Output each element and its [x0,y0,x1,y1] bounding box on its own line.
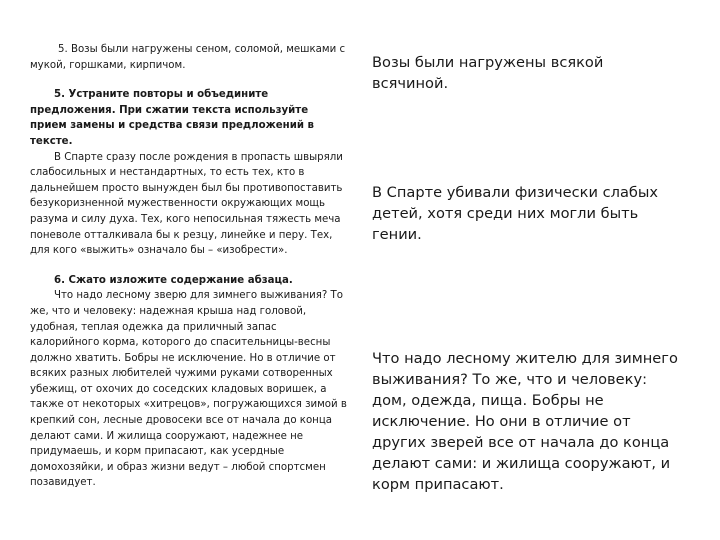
example-sentence: 5. Возы были нагружены сеном, соломой, мешками с мукой, горшками, кирпичом. [30,44,346,71]
task-5-text: В Спарте сразу после рождения в пропасть швыряли слабосильных и нестандартных, то есть тех, кто в дальнейшем просто вынужден был бы противопоставить безукоризненной мужественности окружающих мощь разума и силу духа. Тех, кого непосильная тяжесть меча поневоле отталкивала бы к резцу, линейке и перу. Тех, для кого «выжить» означало бы – «изобрести». [30,151,343,257]
exercise-column [30,42,348,491]
answer-3 [372,348,682,495]
answer-1 [372,52,682,94]
answer-2 [372,182,682,245]
task-6-text: Что надо лесному зверю для зимнего выживания? То же, что и человеку: надежная крыша над головой, удобная, теплая одежка да приличный запас калорийного корма, которого до спасительницы-весны должно хватить. Бобры не исключение. Но в отличие от всяких разных любителей чужими руками сотворенных убежищ, от охочих до соседских кладовых воришек, а также от некоторых «хитрецов», погружающихся зимой в крепкий сон, лесные дровосеки все от начала до конца делают сами. И жилища сооружают, надежнее не придумаешь, и корм припасают, как усердные домохозяйки, и образ жизни ведут – любой спортсмен позавидует. [30,290,347,489]
task-5-heading: 5. Устраните повторы и объедините предложения. При сжатии текста используйте прием замены и средства связи предложений в тексте. [30,89,314,147]
task-6-heading: 6. Сжато изложите содержание абзаца. [54,274,293,286]
answer-2-text: В Спарте убивали физически слабых детей, хотя среди них могли быть гении. [372,184,659,243]
answer-1-text: Возы были нагружены всякой всячиной. [372,54,604,92]
answer-3-text: Что надо лесному жителю для зимнего выживания? То же, что и человеку: дом, одежда, пища. Бобры не исключение. Но они в отличие от других зверей все от начала до конца делают сами: и жилища сооружают, и корм припасают. [372,350,678,493]
